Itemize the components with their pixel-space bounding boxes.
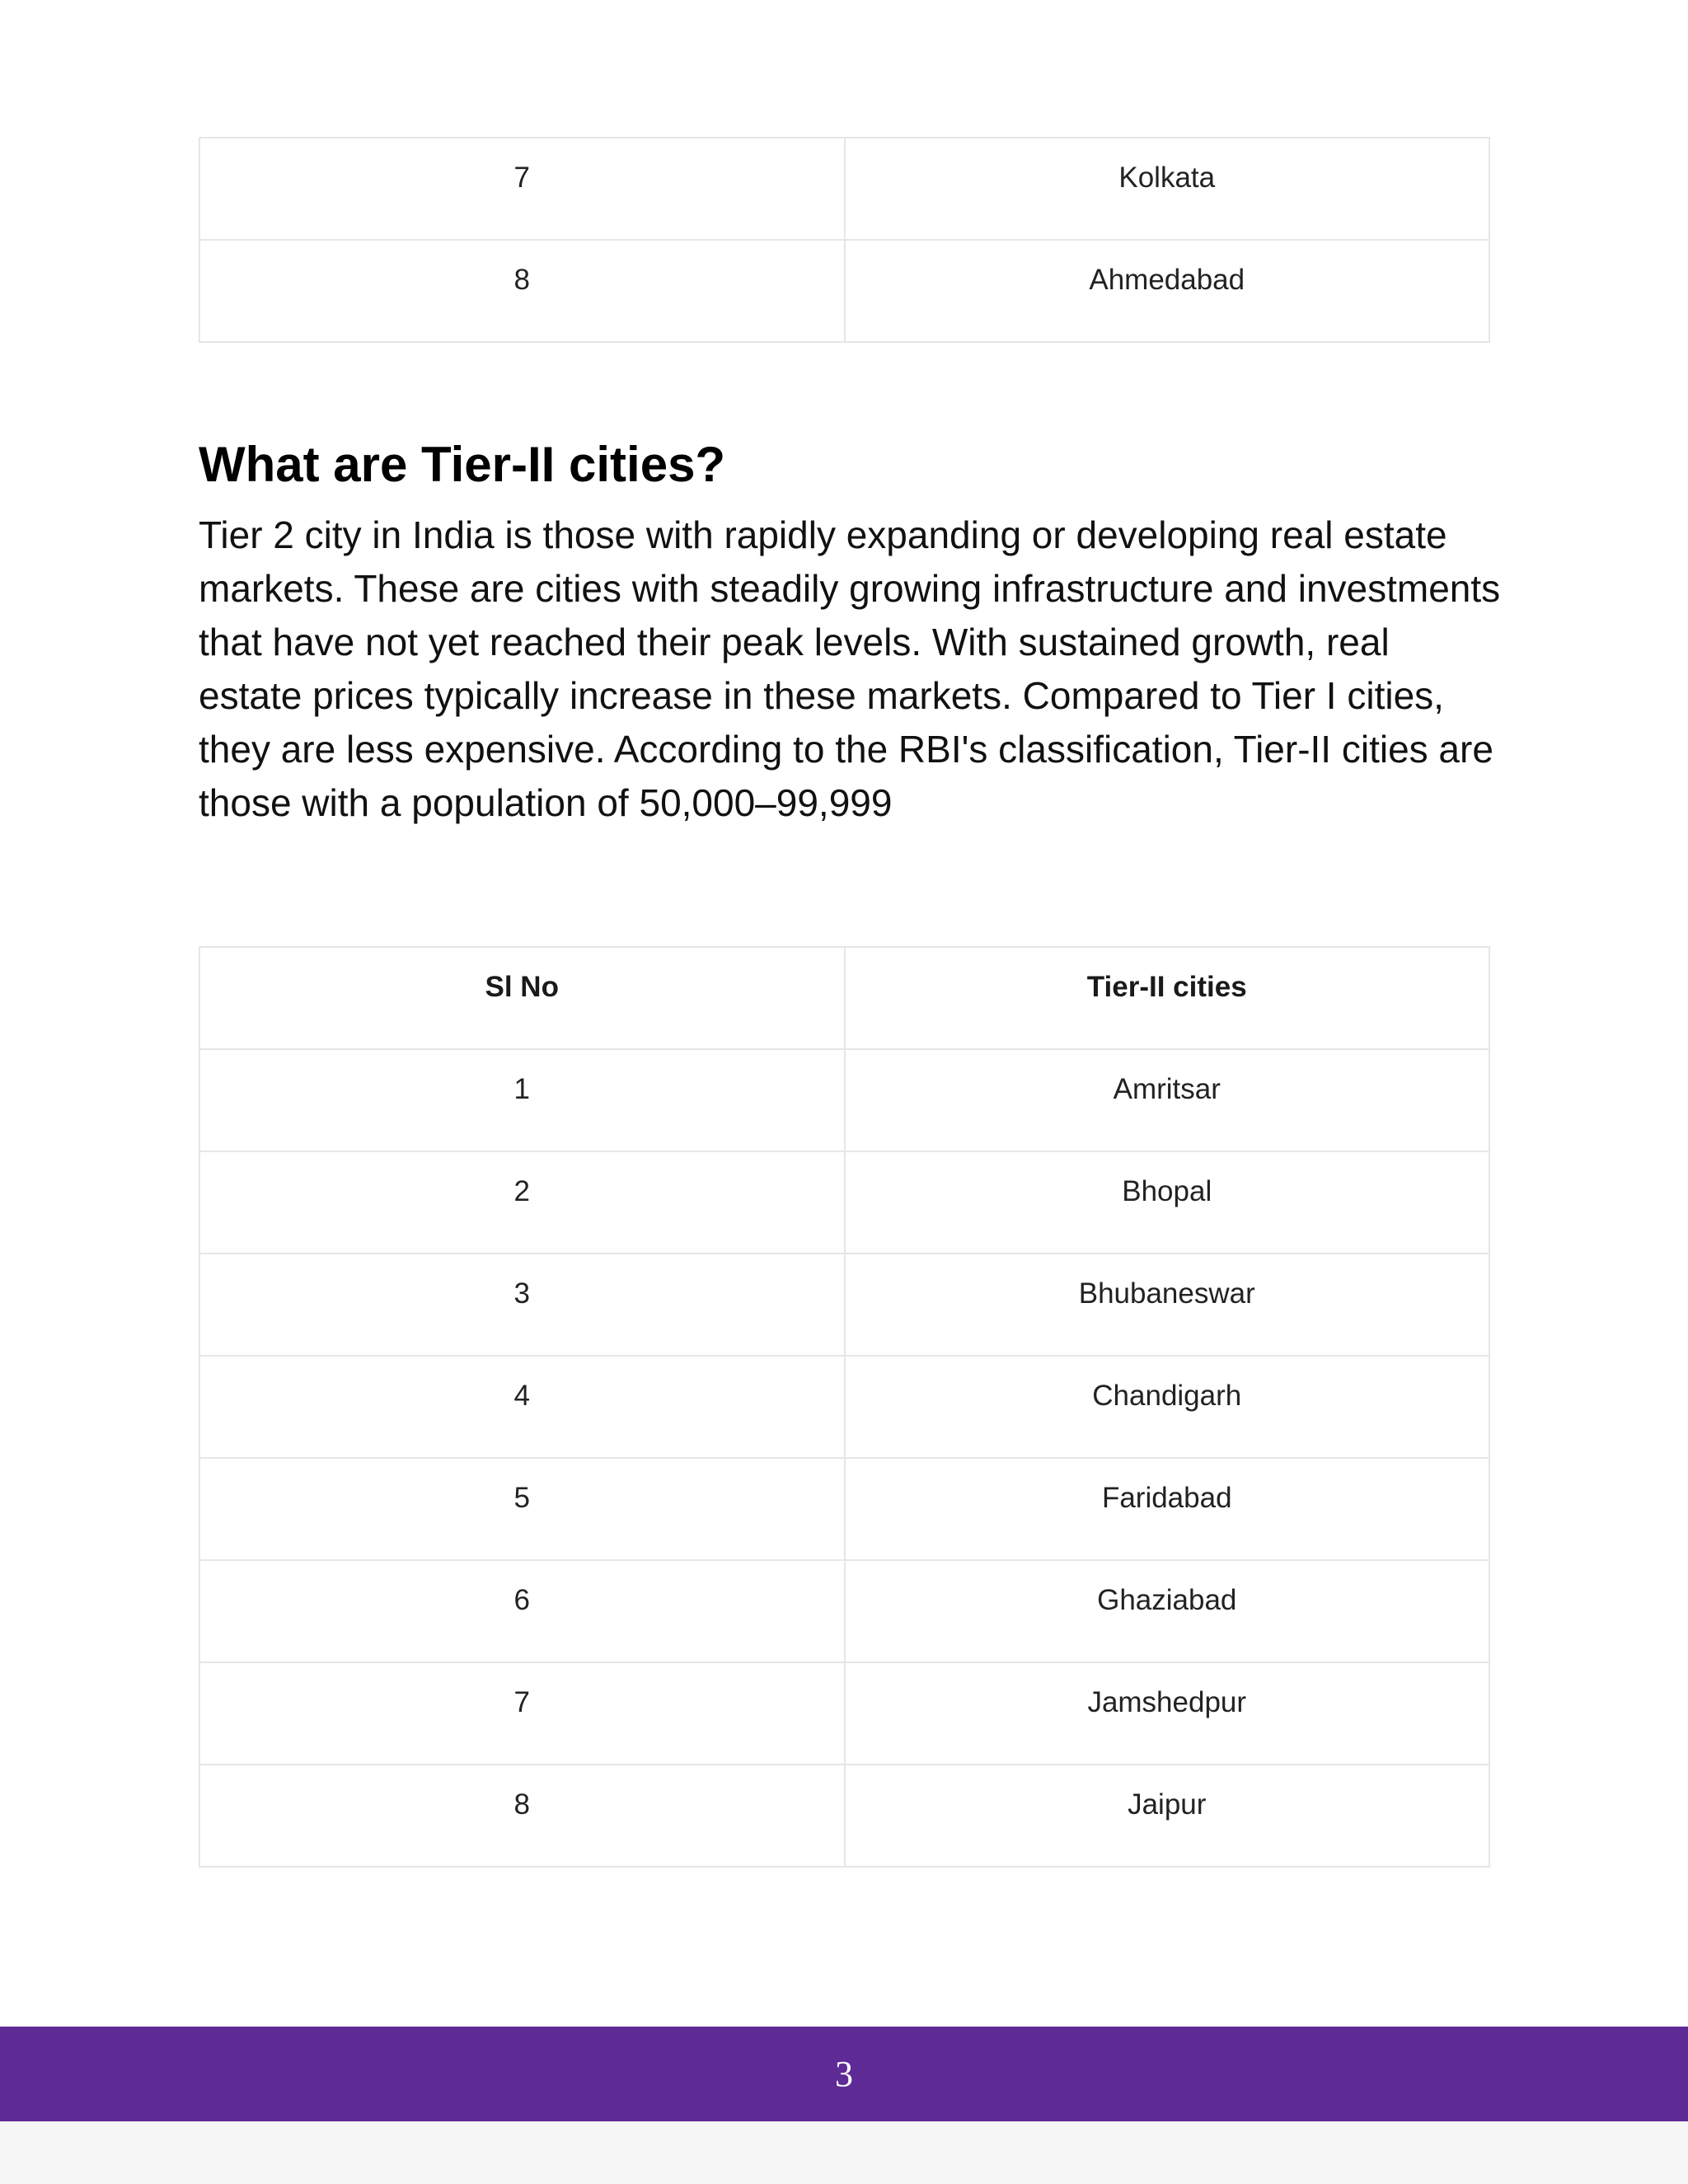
table-row <box>199 240 1489 342</box>
table-row <box>199 1254 1489 1356</box>
section-heading: What are Tier-II cities? <box>199 437 726 492</box>
page-footer-bar <box>0 2027 1688 2121</box>
table-cell-city: Kolkata <box>845 138 1490 240</box>
table-row <box>199 1662 1489 1765</box>
table-row <box>199 1151 1489 1254</box>
table-row <box>199 138 1489 240</box>
page-number: 3 <box>835 2054 853 2094</box>
table-row <box>199 1458 1489 1560</box>
bottom-margin <box>0 2121 1688 2184</box>
table-cell-number: 8 <box>199 240 845 342</box>
table-row <box>199 1049 1489 1151</box>
table-row <box>199 1765 1489 1867</box>
table-cell-number: 7 <box>199 1662 845 1765</box>
table-cell-city: Ghaziabad <box>845 1560 1490 1662</box>
table-row <box>199 1560 1489 1662</box>
table-cell-number: 5 <box>199 1458 845 1560</box>
top-cities-table <box>199 137 1490 343</box>
table-cell-city: Faridabad <box>845 1458 1490 1560</box>
table-cell-number: 1 <box>199 1049 845 1151</box>
column-header-number: Sl No <box>199 947 845 1049</box>
tier2-cities-table <box>199 946 1490 1868</box>
column-header-city: Tier-II cities <box>845 947 1490 1049</box>
table-cell-city: Jamshedpur <box>845 1662 1490 1765</box>
table-cell-city: Jaipur <box>845 1765 1490 1867</box>
section-paragraph: Tier 2 city in India is those with rapidly expanding or developing real estate markets. These are cities with steadily growing infrastructure and investments that have not yet reached their peak levels. With sustained growth, real estate prices typically increase in these markets. Compared to Tier I cities, they are less expensive. According to the RBI's classification, Tier-II cities are those with a population of 50,000–99,999 <box>199 513 1501 824</box>
table-cell-city: Ahmedabad <box>845 240 1490 342</box>
table-cell-city: Bhubaneswar <box>845 1254 1490 1356</box>
table-cell-number: 3 <box>199 1254 845 1356</box>
table-cell-city: Amritsar <box>845 1049 1490 1151</box>
table-cell-city: Bhopal <box>845 1151 1490 1254</box>
table-cell-city: Chandigarh <box>845 1356 1490 1458</box>
table-cell-number: 2 <box>199 1151 845 1254</box>
table-header-row <box>199 947 1489 1049</box>
table-row <box>199 1356 1489 1458</box>
table-cell-number: 8 <box>199 1765 845 1867</box>
table-cell-number: 4 <box>199 1356 845 1458</box>
table-cell-number: 7 <box>199 138 845 240</box>
table-cell-number: 6 <box>199 1560 845 1662</box>
